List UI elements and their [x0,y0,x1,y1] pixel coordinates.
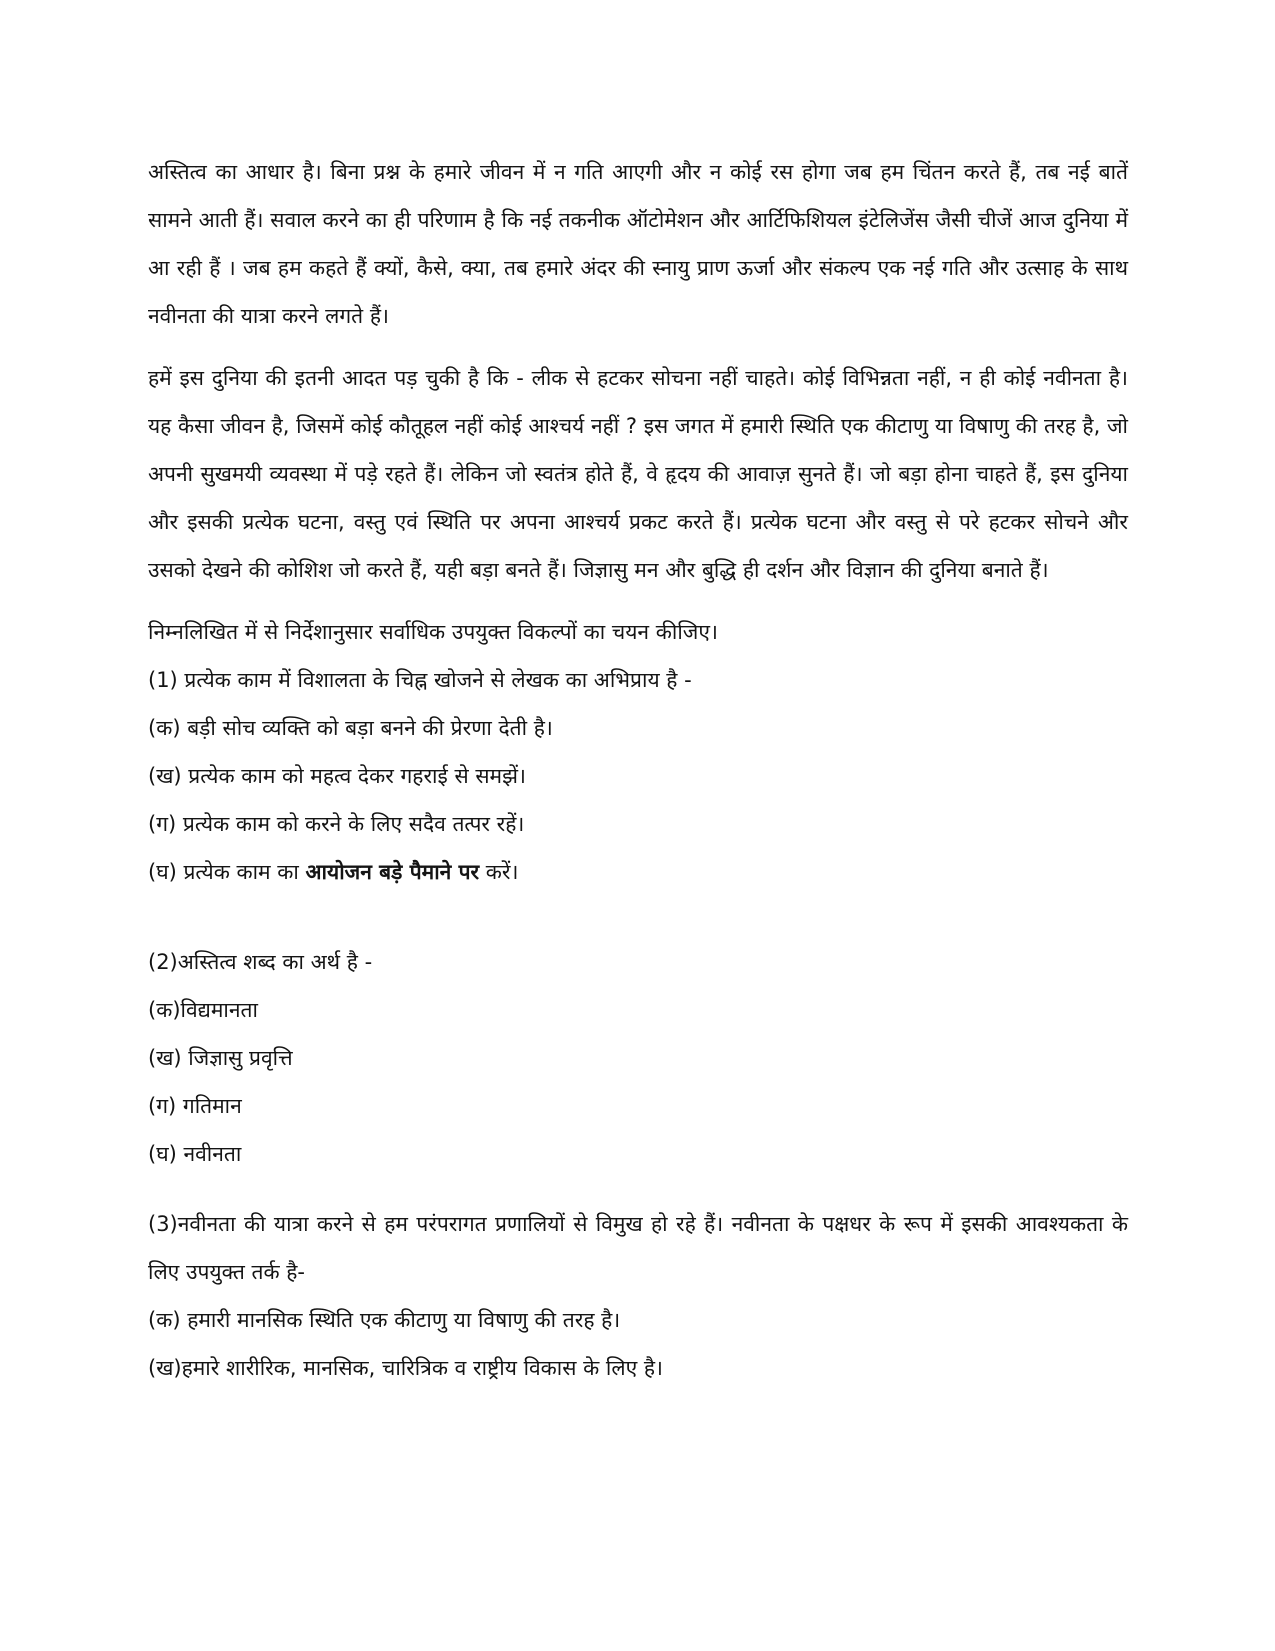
question-1 [148,656,1128,896]
question-3 [148,1200,1128,1392]
question-3-text: (3)नवीनता की यात्रा करने से हम परंपरागत प्रणालियों से विमुख हो रहे हैं। नवीनता के पक्षधर के रूप में इसकी आवश्यकता के लिए उपयुक्त तर्क है- [148,1212,1128,1284]
option-d-prefix: (घ) प्रत्येक काम का [148,860,306,884]
spacer [148,896,1128,938]
question-2-option-a: (क)विद्यमानता [148,998,258,1022]
question-2-option-d: (घ) नवीनता [148,1142,242,1166]
option-d-suffix: करें। [479,860,519,884]
question-3-option-b: (ख)हमारे शारीरिक, मानसिक, चारित्रिक व राष्ट्रीय विकास के लिए है। [148,1356,663,1380]
question-2-option-c: (ग) गतिमान [148,1094,242,1118]
question-2 [148,938,1128,1178]
question-1-option-d [148,848,1128,896]
passage-paragraph-1: अस्तित्व का आधार है। बिना प्रश्न के हमारे जीवन में न गति आएगी और न कोई रस होगा जब हम चिंतन करते हैं, तब नई बातें सामने आती हैं। सवाल करने का ही परिणाम है कि नई तकनीक ऑटोमेशन और आर्टिफिशियल इंटेलिजेंस जैसी चीजें आज दुनिया में आ रही हैं । जब हम कहते हैं क्यों, कैसे, क्या, तब हमारे अंदर की स्नायु प्राण ऊर्जा और संकल्प एक नई गति और उत्साह के साथ नवीनता की यात्रा करने लगते हैं। [148,160,1128,328]
document-page [148,148,1128,1392]
question-1-option-a: (क) बड़ी सोच व्यक्ति को बड़ा बनने की प्रेरणा देती है। [148,716,553,740]
passage-paragraph-2: हमें इस दुनिया की इतनी आदत पड़ चुकी है कि - लीक से हटकर सोचना नहीं चाहते। कोई विभिन्नता नहीं, न ही कोई नवीनता है। यह कैसा जीवन है, जिसमें कोई कौतूहल नहीं कोई आश्चर्य नहीं ? इस जगत में हमारी स्थिति एक कीटाणु या विषाणु की तरह है, जो अपनी सुखमयी व्यवस्था में पड़े रहते हैं। लेकिन जो स्वतंत्र होते हैं, वे हृदय की आवाज़ सुनते हैं। जो बड़ा होना चाहते हैं, इस दुनिया और इसकी प्रत्येक घटना, वस्तु एवं स्थिति पर अपना आश्चर्य प्रकट करते हैं। प्रत्येक घटना और वस्तु से परे हटकर सोचने और उसको देखने की कोशिश जो करते हैं, यही बड़ा बनते हैं। जिज्ञासु मन और बुद्धि ही दर्शन और विज्ञान की दुनिया बनाते हैं। [148,366,1128,582]
spacer [148,1178,1128,1200]
question-3-option-a: (क) हमारी मानसिक स्थिति एक कीटाणु या विषाणु की तरह है। [148,1308,621,1332]
question-1-option-b: (ख) प्रत्येक काम को महत्व देकर गहराई से समझें। [148,764,526,788]
question-2-option-b: (ख) जिज्ञासु प्रवृत्ति [148,1046,293,1070]
question-1-option-c: (ग) प्रत्येक काम को करने के लिए सदैव तत्पर रहें। [148,812,525,836]
question-2-text: (2)अस्तित्व शब्द का अर्थ है - [148,950,373,974]
instruction-text: निम्नलिखित में से निर्देशानुसार सर्वाधिक उपयुक्त विकल्पों का चयन कीजिए। [148,620,718,644]
option-d-bold-text: आयोजन बड़े पैमाने पर [305,860,480,884]
question-1-text: (1) प्रत्येक काम में विशालता के चिह्न खोजने से लेखक का अभिप्राय है - [148,668,692,692]
